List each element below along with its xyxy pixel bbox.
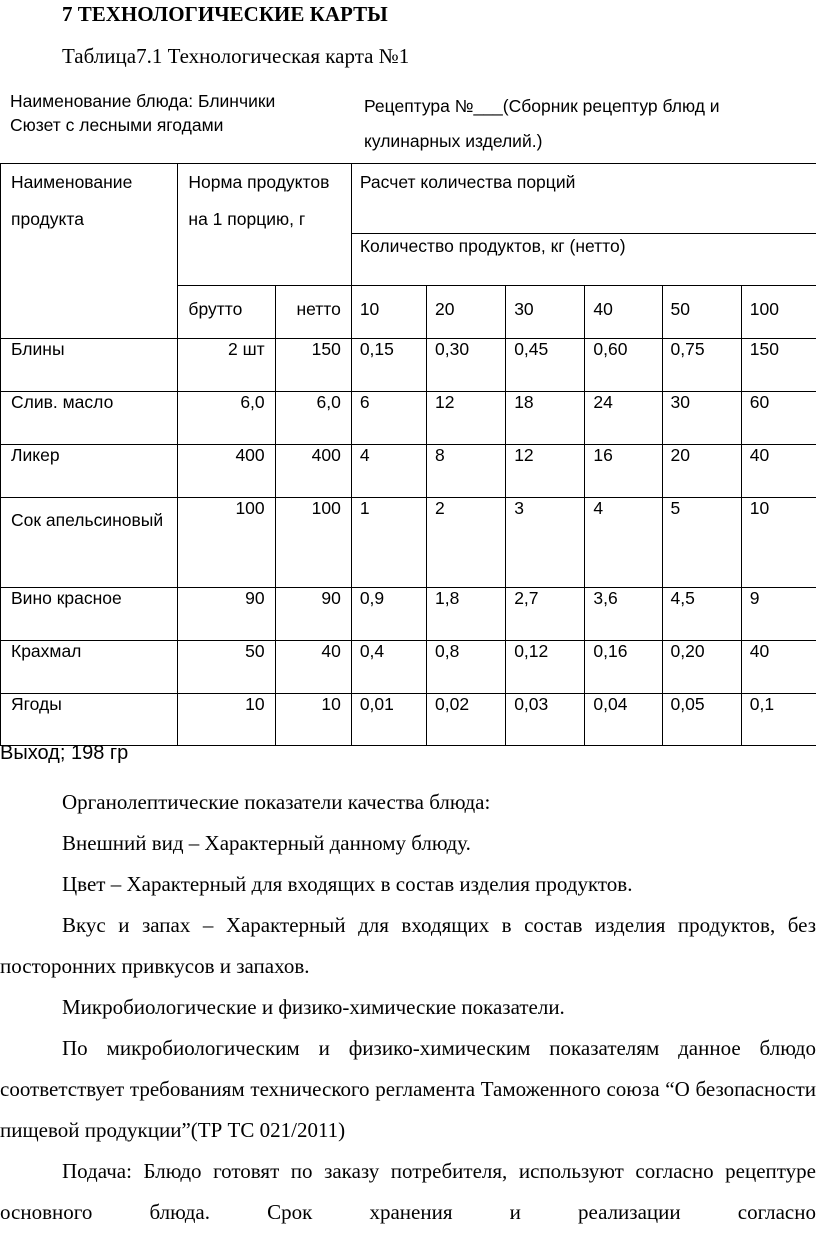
dish-name-line2: Сюзет с лесными ягодами — [10, 115, 224, 135]
brutto-value: 100 — [178, 498, 275, 588]
netto-value: 10 — [275, 694, 351, 746]
micro-text: По микробиологическим и физико-химическим показателям данное блюдо соответствует требованиям технического регламента Таможенного союза “О безопасности пищевой продукции”(ТР ТС 021/2011) — [0, 1036, 816, 1142]
table-row — [1, 445, 816, 498]
header-amount: Количество продуктов, кг (нетто) — [351, 234, 816, 286]
amount-value: 12 — [427, 392, 506, 445]
micro-title: Микробиологические и физико-химические показатели. — [62, 995, 565, 1019]
amount-value: 2 — [427, 498, 506, 588]
header-netto: нетто — [275, 286, 351, 339]
header-product: Наименование продукта — [1, 164, 178, 339]
brutto-value: 6,0 — [178, 392, 275, 445]
amount-value: 0,4 — [351, 641, 426, 694]
amount-value: 20 — [662, 445, 741, 498]
amount-value: 12 — [506, 445, 585, 498]
product-name: Крахмал — [1, 641, 178, 694]
amount-value: 4,5 — [662, 588, 741, 641]
amount-value: 1 — [351, 498, 426, 588]
amount-value: 10 — [741, 498, 816, 588]
amount-value: 0,75 — [662, 339, 741, 392]
table-row — [1, 641, 816, 694]
amount-value: 2,7 — [506, 588, 585, 641]
amount-value: 0,03 — [506, 694, 585, 746]
amount-value: 16 — [585, 445, 662, 498]
amount-value: 40 — [741, 641, 816, 694]
netto-value: 90 — [275, 588, 351, 641]
section-heading: 7 ТЕХНОЛОГИЧЕСКИЕ КАРТЫ — [62, 2, 388, 26]
header-norm: Норма продуктов на 1 порцию, г — [178, 164, 351, 286]
header-count: 30 — [506, 286, 585, 339]
netto-value: 400 — [275, 445, 351, 498]
amount-value: 6 — [351, 392, 426, 445]
product-name: Слив. масло — [1, 392, 178, 445]
amount-value: 0,20 — [662, 641, 741, 694]
product-name: Сок апельсиновый — [1, 498, 178, 588]
amount-value: 0,9 — [351, 588, 426, 641]
dish-name-line1: Наименование блюда: Блинчики — [10, 91, 276, 111]
header-count: 100 — [741, 286, 816, 339]
brutto-value: 10 — [178, 694, 275, 746]
output-yield: Выход; 198 гр — [0, 742, 129, 764]
amount-value: 3,6 — [585, 588, 662, 641]
amount-value: 0,30 — [427, 339, 506, 392]
table-row — [1, 694, 816, 746]
amount-value: 24 — [585, 392, 662, 445]
product-name: Вино красное — [1, 588, 178, 641]
table-row — [1, 392, 816, 445]
amount-value: 40 — [741, 445, 816, 498]
amount-value: 4 — [351, 445, 426, 498]
amount-value: 18 — [506, 392, 585, 445]
amount-value: 8 — [427, 445, 506, 498]
header-portions: Расчет количества порций — [351, 164, 816, 234]
brutto-value: 400 — [178, 445, 275, 498]
amount-value: 0,12 — [506, 641, 585, 694]
amount-value: 0,02 — [427, 694, 506, 746]
header-count: 20 — [427, 286, 506, 339]
amount-value: 0,15 — [351, 339, 426, 392]
amount-value: 3 — [506, 498, 585, 588]
organoleptic-title: Органолептические показатели качества блюда: — [62, 790, 491, 814]
amount-value: 60 — [741, 392, 816, 445]
table-caption: Таблица7.1 Технологическая карта №1 — [62, 44, 410, 68]
table-row — [1, 339, 816, 392]
amount-value: 4 — [585, 498, 662, 588]
amount-value: 0,1 — [741, 694, 816, 746]
header-count: 10 — [351, 286, 426, 339]
netto-value: 100 — [275, 498, 351, 588]
amount-value: 0,8 — [427, 641, 506, 694]
amount-value: 5 — [662, 498, 741, 588]
recipe-line2: кулинарных изделий.) — [364, 131, 543, 151]
amount-value: 0,16 — [585, 641, 662, 694]
netto-value: 40 — [275, 641, 351, 694]
amount-value: 0,05 — [662, 694, 741, 746]
amount-value: 0,60 — [585, 339, 662, 392]
brutto-value: 90 — [178, 588, 275, 641]
amount-value: 1,8 — [427, 588, 506, 641]
netto-value: 6,0 — [275, 392, 351, 445]
product-name: Блины — [1, 339, 178, 392]
recipe-line1: Рецептура №___(Сборник рецептур блюд и — [364, 96, 720, 116]
appearance-text: Внешний вид – Характерный данному блюду. — [62, 831, 471, 855]
taste-text: Вкус и запах – Характерный для входящих в состав изделия продуктов, без посторонних привкусов и запахов. — [0, 913, 816, 978]
amount-value: 30 — [662, 392, 741, 445]
dish-name — [10, 89, 350, 137]
table-row — [1, 588, 816, 641]
amount-value: 9 — [741, 588, 816, 641]
header-brutto: брутто — [178, 286, 275, 339]
amount-value: 0,04 — [585, 694, 662, 746]
amount-value: 0,01 — [351, 694, 426, 746]
color-text: Цвет – Характерный для входящих в состав изделия продуктов. — [62, 872, 633, 896]
product-name: Ликер — [1, 445, 178, 498]
tech-card-table — [0, 163, 816, 746]
amount-value: 0,45 — [506, 339, 585, 392]
product-name: Ягоды — [1, 694, 178, 746]
brutto-value: 2 шт — [178, 339, 275, 392]
recipe-reference — [364, 89, 814, 159]
brutto-value: 50 — [178, 641, 275, 694]
header-count: 50 — [662, 286, 741, 339]
serving-text: Подача: Блюдо готовят по заказу потребителя, используют согласно рецептуре основного блюда. Срок хранения и реализации согласно — [0, 1159, 816, 1224]
amount-value: 150 — [741, 339, 816, 392]
table-row — [1, 498, 816, 588]
header-count: 40 — [585, 286, 662, 339]
netto-value: 150 — [275, 339, 351, 392]
